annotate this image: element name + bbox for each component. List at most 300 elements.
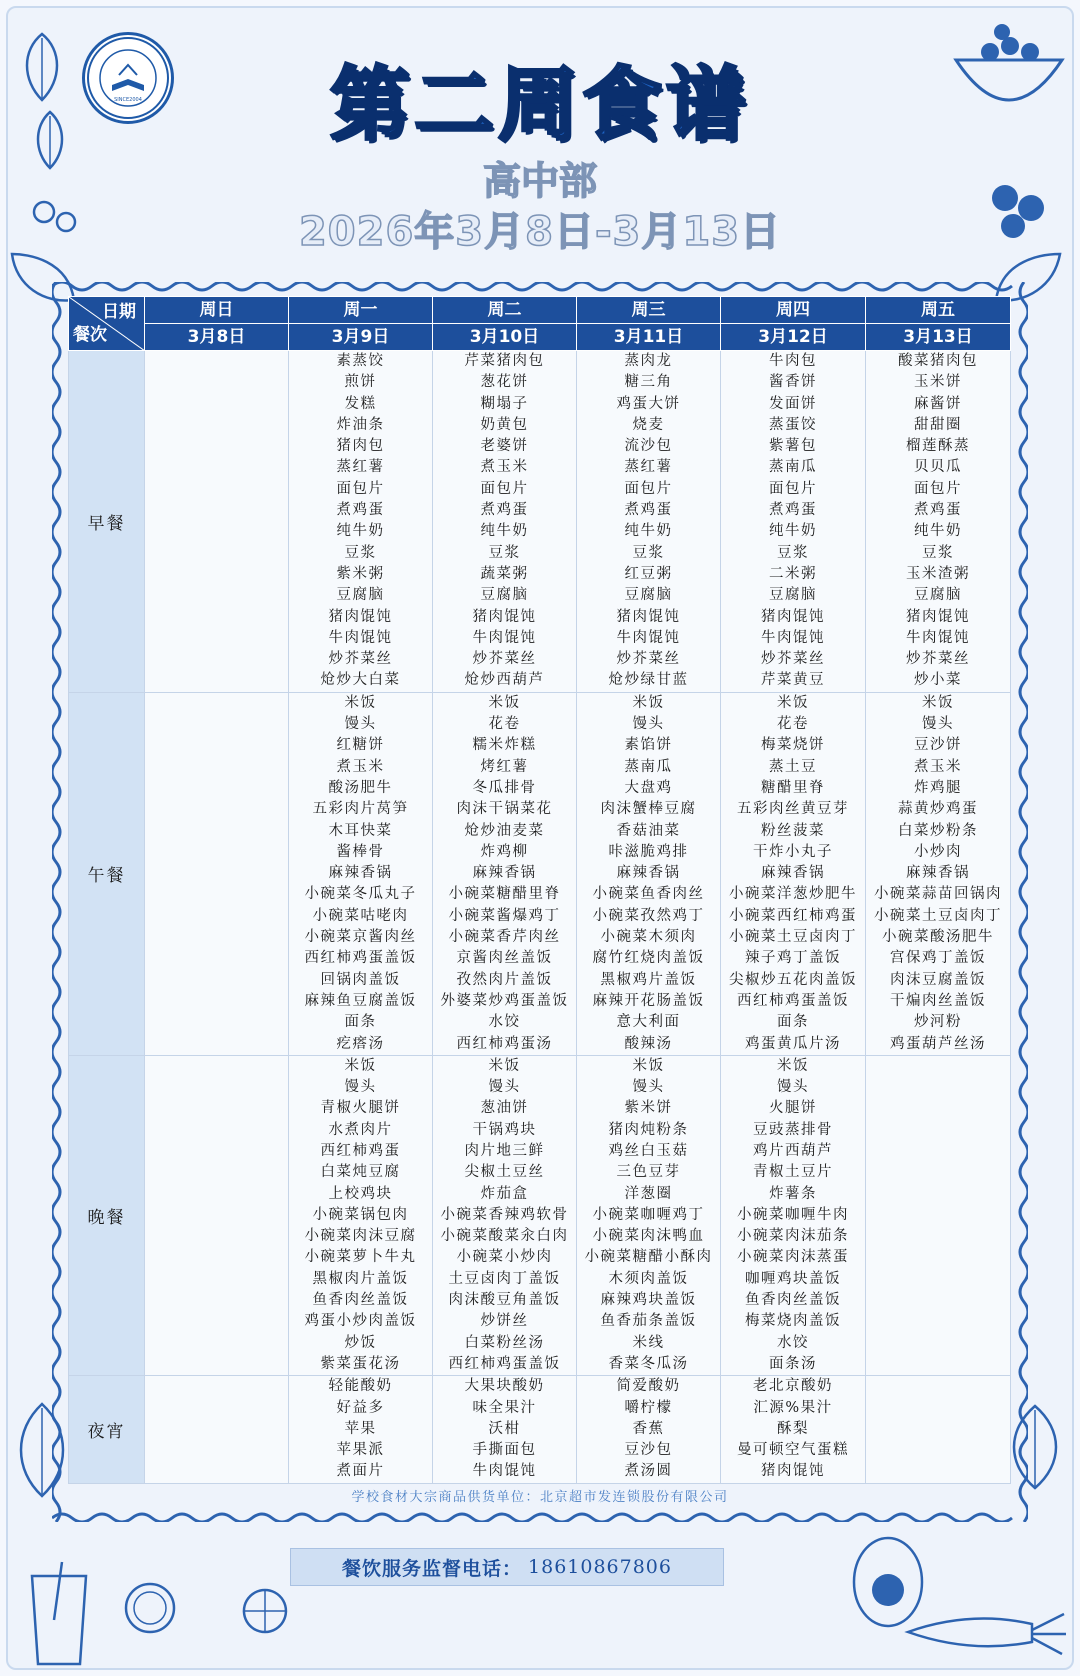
menu-item: 小碗菜咖喱鸡丁 (592, 1206, 705, 1223)
menu-item: 酥梨 (777, 1420, 809, 1437)
menu-item: 纯牛奶 (769, 523, 817, 540)
weekday-header: 周三 (577, 297, 721, 324)
menu-item: 酸汤肥牛 (328, 779, 393, 796)
date-header: 3月10日 (433, 324, 577, 351)
menu-item: 炒芥菜丝 (472, 651, 537, 668)
menu-item: 老婆饼 (480, 438, 529, 455)
menu-item: 尖椒炒五花肉盖饭 (729, 971, 857, 988)
menu-item: 鱼香肉丝盖饭 (312, 1292, 409, 1309)
menu-item: 芹菜黄豆 (761, 672, 825, 689)
menu-item: 蒸红薯 (624, 459, 673, 476)
date-range: 2026年3月8日-3月13日 (298, 209, 782, 255)
menu-item: 煮鸡蛋 (480, 502, 529, 519)
menu-item: 土豆卤肉丁盖饭 (448, 1270, 561, 1287)
menu-item: 葱花饼 (480, 374, 529, 391)
menu-item: 豆腐脑 (336, 587, 385, 604)
menu-item: 麻辣鸡块盖饭 (600, 1292, 697, 1309)
menu-item: 肉片地三鲜 (464, 1142, 545, 1159)
menu-item: 苹果派 (336, 1442, 385, 1459)
menu-cell (866, 1055, 1011, 1375)
menu-item: 米饭 (344, 694, 377, 711)
menu-item: 炸茄盒 (480, 1185, 529, 1202)
menu-cell (721, 1376, 866, 1483)
date-header: 3月9日 (289, 324, 433, 351)
menu-item: 麻辣香锅 (328, 865, 393, 882)
menu-item: 芹菜猪肉包 (464, 353, 545, 369)
menu-item: 米饭 (777, 1057, 809, 1074)
supplier-note: 学校食材大宗商品供货单位：北京超市发连锁股份有限公司 (351, 1490, 729, 1505)
menu-item: 糊塌子 (480, 395, 529, 412)
corner-day-label: 日期 (102, 302, 136, 322)
menu-cell (577, 1376, 721, 1483)
menu-item: 香菇油菜 (616, 822, 681, 839)
meal-row (69, 692, 1011, 1055)
menu-item: 米线 (632, 1334, 665, 1351)
menu-item: 麻辣香锅 (906, 865, 970, 882)
menu-item: 鸡蛋黄瓜片汤 (745, 1035, 841, 1052)
menu-item: 尖椒土豆丝 (464, 1164, 545, 1181)
cup-icon (24, 1560, 94, 1670)
weekday-header: 周二 (433, 297, 577, 324)
menu-item: 酱香饼 (769, 374, 817, 391)
menu-item: 老北京酸奶 (753, 1378, 833, 1395)
menu-item: 西红柿鸡蛋盖饭 (737, 992, 849, 1009)
menu-item: 猪肉馄饨 (328, 608, 393, 625)
menu-item: 干锅鸡块 (472, 1121, 537, 1138)
menu-item: 小炒肉 (914, 843, 962, 860)
date-header: 3月8日 (145, 324, 289, 351)
menu-cell (577, 1055, 721, 1375)
menu-item: 馒头 (344, 716, 377, 733)
meal-label: 夜宵 (69, 1376, 145, 1483)
menu-item: 大盘鸡 (624, 779, 673, 796)
menu-item: 外婆菜炒鸡蛋盖饭 (440, 992, 569, 1009)
menu-item: 猪肉炖粉条 (608, 1121, 689, 1138)
lemon-icon (240, 1586, 290, 1636)
menu-item: 米饭 (488, 694, 521, 711)
menu-item: 炒饭 (344, 1334, 377, 1351)
menu-item: 白菜炒粉条 (898, 822, 978, 839)
menu-cell (289, 1376, 433, 1483)
menu-item: 馒头 (777, 1079, 809, 1096)
menu-item: 玉米渣粥 (906, 565, 970, 582)
menu-item: 葱油饼 (480, 1100, 529, 1117)
menu-item: 小碗菜蒜苗回锅肉 (874, 886, 1002, 903)
menu-item: 苹果 (344, 1420, 377, 1437)
menu-item: 米饭 (922, 694, 954, 711)
table-corner-header (69, 297, 145, 351)
menu-item: 粉丝菠菜 (761, 822, 825, 839)
menu-item: 发糕 (344, 395, 377, 412)
menu-item: 豆腐脑 (624, 587, 673, 604)
menu-item: 贝贝瓜 (914, 459, 962, 476)
menu-item: 煮鸡蛋 (769, 502, 817, 519)
menu-item: 豆浆 (922, 544, 954, 561)
menu-cell (145, 351, 289, 693)
menu-item: 纯牛奶 (914, 523, 962, 540)
menu-item: 炒芥菜丝 (616, 651, 681, 668)
menu-item: 馒头 (632, 1079, 665, 1096)
menu-item: 炒饼丝 (480, 1313, 529, 1330)
menu-item: 青椒土豆片 (753, 1164, 833, 1181)
menu-item: 西红柿鸡蛋 (320, 1142, 401, 1159)
menu-item: 小碗菜萝卜牛丸 (304, 1249, 417, 1266)
meal-label: 早餐 (69, 351, 145, 693)
menu-item: 五彩肉丝黄豆芽 (737, 801, 849, 818)
menu-item: 香菜冬瓜汤 (608, 1355, 689, 1372)
weekday-header: 周一 (289, 297, 433, 324)
menu-item: 小碗菜酱爆鸡丁 (448, 907, 561, 924)
weekday-header: 周五 (866, 297, 1011, 324)
menu-item: 煮玉米 (480, 459, 529, 476)
menu-item: 曼可顿空气蛋糕 (737, 1442, 849, 1459)
menu-cell (433, 1055, 577, 1375)
menu-item: 豆豉蒸排骨 (753, 1121, 833, 1138)
menu-item: 炒芥菜丝 (761, 651, 825, 668)
menu-item: 猪肉馄饨 (761, 1463, 825, 1480)
menu-item: 小碗菜鱼香肉丝 (592, 886, 705, 903)
menu-item: 鸡丝白玉菇 (608, 1142, 689, 1159)
menu-item: 牛肉馄饨 (472, 1463, 537, 1480)
menu-item: 炝炒西葫芦 (464, 672, 545, 689)
menu-item: 米饭 (344, 1057, 377, 1074)
menu-item: 木耳快菜 (328, 822, 393, 839)
menu-item: 咔滋脆鸡排 (608, 843, 689, 860)
menu-item: 素蒸饺 (336, 353, 385, 369)
menu-item: 炒河粉 (914, 1014, 962, 1031)
menu-cell (866, 1376, 1011, 1483)
menu-item: 煮面片 (336, 1463, 385, 1480)
menu-item: 花卷 (777, 716, 809, 733)
menu-item: 小碗菜香芹肉丝 (448, 929, 561, 946)
menu-item: 馒头 (488, 1079, 521, 1096)
menu-item: 二米粥 (769, 565, 817, 582)
menu-item: 小碗菜洋葱炒肥牛 (729, 886, 857, 903)
date-header: 3月11日 (577, 324, 721, 351)
menu-item: 牛肉馄饨 (616, 629, 681, 646)
menu-cell (577, 351, 721, 693)
meal-label: 午餐 (69, 692, 145, 1055)
menu-item: 麻辣鱼豆腐盖饭 (304, 992, 417, 1009)
menu-item: 红糖饼 (336, 737, 385, 754)
menu-cell (433, 1376, 577, 1483)
menu-item: 素馅饼 (624, 737, 673, 754)
menu-item: 蒸肉龙 (624, 353, 673, 369)
menu-item: 小碗菜肉沫茄条 (737, 1228, 849, 1245)
menu-item: 干炸小丸子 (753, 843, 833, 860)
menu-item: 小碗菜京酱肉丝 (304, 929, 417, 946)
menu-item: 肉沫干锅菜花 (456, 801, 553, 818)
menu-item: 面包片 (624, 480, 673, 497)
menu-cell (577, 692, 721, 1055)
hotline-label: 餐饮服务监督电话： (342, 1557, 523, 1580)
menu-item: 牛肉包 (769, 353, 817, 369)
menu-item: 鸡蛋小炒肉盖饭 (304, 1313, 417, 1330)
menu-item: 豆沙包 (624, 1442, 673, 1459)
menu-item: 蒸南瓜 (769, 459, 817, 476)
menu-item: 五彩肉片莴笋 (312, 801, 409, 818)
menu-cell (145, 692, 289, 1055)
menu-item: 鱼香茄条盖饭 (600, 1313, 697, 1330)
meal-row (69, 1055, 1011, 1375)
menu-item: 西红柿鸡蛋盖饭 (448, 1355, 561, 1372)
menu-item: 青椒火腿饼 (320, 1100, 401, 1117)
menu-item: 洋葱圈 (624, 1185, 673, 1202)
menu-item: 煮玉米 (336, 758, 385, 775)
menu-item: 香蕉 (632, 1420, 665, 1437)
menu-item: 梅菜烧饼 (761, 737, 825, 754)
page-subtitle: 高中部 (482, 159, 597, 203)
menu-item: 麻酱饼 (914, 395, 962, 412)
meal-label: 晚餐 (69, 1055, 145, 1375)
weekday-header: 周日 (145, 297, 289, 324)
menu-item: 发面饼 (769, 395, 817, 412)
menu-item: 糯米炸糕 (472, 737, 537, 754)
menu-item: 酱棒骨 (336, 843, 385, 860)
menu-item: 红豆粥 (624, 565, 673, 582)
menu-item: 煮鸡蛋 (336, 502, 385, 519)
menu-cell (145, 1376, 289, 1483)
menu-item: 牛肉馄饨 (761, 629, 825, 646)
menu-item: 馒头 (632, 716, 665, 733)
menu-item: 轻能酸奶 (328, 1378, 393, 1395)
menu-item: 鸡蛋葫芦丝汤 (890, 1035, 986, 1052)
menu-item: 花卷 (488, 716, 521, 733)
menu-item: 流沙包 (624, 438, 673, 455)
menu-item: 腐竹红烧肉盖饭 (592, 950, 705, 967)
menu-cell (289, 692, 433, 1055)
menu-item: 紫菜蛋花汤 (320, 1355, 401, 1372)
menu-item: 紫米粥 (336, 565, 385, 582)
menu-cell (433, 692, 577, 1055)
menu-item: 小碗菜咖喱牛肉 (737, 1206, 849, 1223)
menu-item: 猪肉馄饨 (616, 608, 681, 625)
menu-item: 紫米饼 (624, 1100, 673, 1117)
menu-cell (721, 692, 866, 1055)
menu-item: 意大利面 (616, 1014, 681, 1031)
menu-item: 酸菜猪肉包 (898, 353, 978, 369)
menu-item: 煮鸡蛋 (914, 502, 962, 519)
menu-item: 沃柑 (488, 1420, 521, 1437)
menu-item: 牛肉馄饨 (906, 629, 970, 646)
menu-item: 米饭 (632, 1057, 665, 1074)
menu-item: 京酱肉丝盖饭 (456, 950, 553, 967)
menu-item: 奶黄包 (480, 416, 529, 433)
menu-item: 小碗菜冬瓜丸子 (304, 886, 417, 903)
menu-item: 黑椒鸡片盖饭 (600, 971, 697, 988)
meal-row (69, 1376, 1011, 1483)
menu-item: 面包片 (914, 480, 962, 497)
menu-item: 猪肉馄饨 (472, 608, 537, 625)
menu-item: 炝炒大白菜 (320, 672, 401, 689)
menu-cell (866, 692, 1011, 1055)
menu-item: 糖三角 (624, 374, 673, 391)
menu-item: 麻辣香锅 (616, 865, 681, 882)
menu-item: 猪肉馄饨 (906, 608, 970, 625)
corner-meal-label: 餐次 (73, 325, 107, 345)
menu-item: 面包片 (336, 480, 385, 497)
menu-item: 豆浆 (488, 544, 521, 561)
page-title: 第二周食谱 (330, 58, 750, 151)
menu-item: 上校鸡块 (328, 1185, 393, 1202)
menu-item: 炸油条 (336, 416, 385, 433)
menu-item: 糖醋里脊 (761, 779, 825, 796)
menu-item: 面包片 (769, 480, 817, 497)
supervision-hotline (290, 1548, 724, 1586)
menu-item: 西红柿鸡蛋汤 (456, 1035, 553, 1052)
menu-item: 简爱酸奶 (616, 1378, 681, 1395)
menu-item: 纯牛奶 (480, 523, 529, 540)
menu-item: 面条 (344, 1014, 377, 1031)
menu-item: 白菜粉丝汤 (464, 1334, 545, 1351)
menu-item: 面包片 (480, 480, 529, 497)
menu-cell (721, 1055, 866, 1375)
menu-item: 面条汤 (769, 1355, 817, 1372)
menu-item: 面条 (777, 1014, 809, 1031)
menu-item: 蒜黄炒鸡蛋 (898, 801, 978, 818)
menu-item: 水煮肉片 (328, 1121, 393, 1138)
menu-item: 炸薯条 (769, 1185, 817, 1202)
menu-item: 小碗菜土豆卤肉丁 (874, 907, 1002, 924)
menu-item: 煎饼 (344, 374, 377, 391)
menu-item: 小碗菜酸菜汆白肉 (440, 1228, 569, 1245)
menu-item: 米饭 (632, 694, 665, 711)
menu-item: 豆浆 (344, 544, 377, 561)
menu-item: 火腿饼 (769, 1100, 817, 1117)
menu-item: 小碗菜木须肉 (600, 929, 697, 946)
menu-item: 肉沫豆腐盖饭 (890, 971, 986, 988)
menu-item: 回锅肉盖饭 (320, 971, 401, 988)
menu-item: 炒芥菜丝 (328, 651, 393, 668)
menu-item: 豆沙饼 (914, 737, 962, 754)
menu-item: 汇源%果汁 (753, 1399, 833, 1416)
menu-item: 鱼香肉丝盖饭 (745, 1292, 841, 1309)
menu-item: 小碗菜酸汤肥牛 (882, 929, 994, 946)
menu-item: 麻辣香锅 (761, 865, 825, 882)
menu-item: 味全果汁 (472, 1399, 537, 1416)
menu-item: 纯牛奶 (336, 523, 385, 540)
menu-item: 馒头 (344, 1079, 377, 1096)
menu-item: 白菜炖豆腐 (320, 1164, 401, 1181)
menu-item: 小碗菜孜然鸡丁 (592, 907, 705, 924)
menu-item: 小碗菜咕咾肉 (312, 907, 409, 924)
menu-item: 豆腐脑 (769, 587, 817, 604)
menu-item: 煮鸡蛋 (624, 502, 673, 519)
menu-item: 豆浆 (777, 544, 809, 561)
meal-row (69, 351, 1011, 693)
menu-item: 馒头 (922, 716, 954, 733)
menu-cell (866, 351, 1011, 693)
menu-item: 小碗菜糖醋里脊 (448, 886, 561, 903)
menu-item: 冬瓜排骨 (472, 779, 537, 796)
menu-item: 紫薯包 (769, 438, 817, 455)
date-header: 3月12日 (721, 324, 866, 351)
menu-item: 蒸红薯 (336, 459, 385, 476)
weekday-header: 周四 (721, 297, 866, 324)
menu-item: 烤红薯 (480, 758, 529, 775)
carrot-icon (900, 1602, 1070, 1662)
menu-item: 三色豆芽 (616, 1164, 681, 1181)
menu-item: 酸辣汤 (624, 1035, 673, 1052)
menu-item: 小碗菜锅包肉 (312, 1206, 409, 1223)
menu-item: 大果块酸奶 (464, 1378, 545, 1395)
menu-item: 牛肉馄饨 (328, 629, 393, 646)
menu-item: 豆浆 (632, 544, 665, 561)
menu-item: 肉沫蟹棒豆腐 (600, 801, 697, 818)
menu-item: 小碗菜肉沫鸭血 (592, 1228, 705, 1245)
menu-item: 麻辣香锅 (472, 865, 537, 882)
menu-item: 手撕面包 (472, 1442, 537, 1459)
menu-item: 疙瘩汤 (336, 1035, 385, 1052)
menu-item: 榴莲酥蒸 (906, 438, 970, 455)
menu-item: 炝炒油麦菜 (464, 822, 545, 839)
menu-item: 西红柿鸡蛋盖饭 (304, 950, 417, 967)
menu-item: 蒸南瓜 (624, 758, 673, 775)
menu-item: 米饭 (777, 694, 809, 711)
menu-item: 烧麦 (632, 416, 665, 433)
menu-item: 米饭 (488, 1057, 521, 1074)
menu-item: 水饺 (777, 1334, 809, 1351)
menu-item: 宫保鸡丁盖饭 (890, 950, 986, 967)
menu-item: 猪肉馄饨 (761, 608, 825, 625)
menu-cell (433, 351, 577, 693)
menu-item: 小碗菜西红柿鸡蛋 (729, 907, 857, 924)
menu-item: 炝炒绿甘蓝 (608, 672, 689, 689)
menu-item: 鸡片西葫芦 (753, 1142, 833, 1159)
hotline-number: 18610867806 (528, 1556, 672, 1578)
lemon-icon (120, 1578, 180, 1638)
menu-item: 豆腐脑 (914, 587, 962, 604)
menu-item: 纯牛奶 (624, 523, 673, 540)
menu-item: 蒸蛋饺 (769, 416, 817, 433)
date-header: 3月13日 (866, 324, 1011, 351)
menu-cell (145, 1055, 289, 1375)
menu-item: 炒小菜 (914, 672, 962, 689)
menu-item: 煮玉米 (914, 758, 962, 775)
menu-item: 小碗菜肉沫蒸蛋 (737, 1249, 849, 1266)
menu-item: 甜甜圈 (914, 416, 962, 433)
menu-item: 辣子鸡丁盖饭 (745, 950, 841, 967)
menu-item: 好益多 (336, 1399, 385, 1416)
menu-item: 小碗菜土豆卤肉丁 (729, 929, 857, 946)
menu-item: 咖喱鸡块盖饭 (745, 1270, 841, 1287)
menu-item: 猪肉包 (336, 438, 385, 455)
menu-item: 炸鸡腿 (914, 779, 962, 796)
menu-item: 蔬菜粥 (480, 565, 529, 582)
menu-item: 孜然肉片盖饭 (456, 971, 553, 988)
menu-item: 牛肉馄饨 (472, 629, 537, 646)
menu-item: 麻辣开花肠盖饭 (592, 992, 705, 1009)
menu-cell (289, 351, 433, 693)
menu-item: 黑椒肉片盖饭 (312, 1270, 409, 1287)
menu-item: 水饺 (488, 1014, 521, 1031)
menu-item: 蒸土豆 (769, 758, 817, 775)
menu-item: 梅菜烧肉盖饭 (745, 1313, 841, 1330)
menu-item: 肉沫酸豆角盖饭 (448, 1292, 561, 1309)
menu-item: 小碗菜糖醋小酥肉 (584, 1249, 713, 1266)
svg-text:SINCE2004: SINCE2004 (114, 97, 142, 103)
menu-table (68, 296, 1011, 1484)
menu-item: 鸡蛋大饼 (616, 395, 681, 412)
menu-item: 小碗菜肉沫豆腐 (304, 1228, 417, 1245)
menu-item: 小碗菜香辣鸡软骨 (440, 1206, 569, 1223)
menu-item: 小碗菜小炒肉 (456, 1249, 553, 1266)
menu-item: 炒芥菜丝 (906, 651, 970, 668)
menu-item: 豆腐脑 (480, 587, 529, 604)
menu-item: 木须肉盖饭 (608, 1270, 689, 1287)
menu-item: 炸鸡柳 (480, 843, 529, 860)
menu-cell (289, 1055, 433, 1375)
